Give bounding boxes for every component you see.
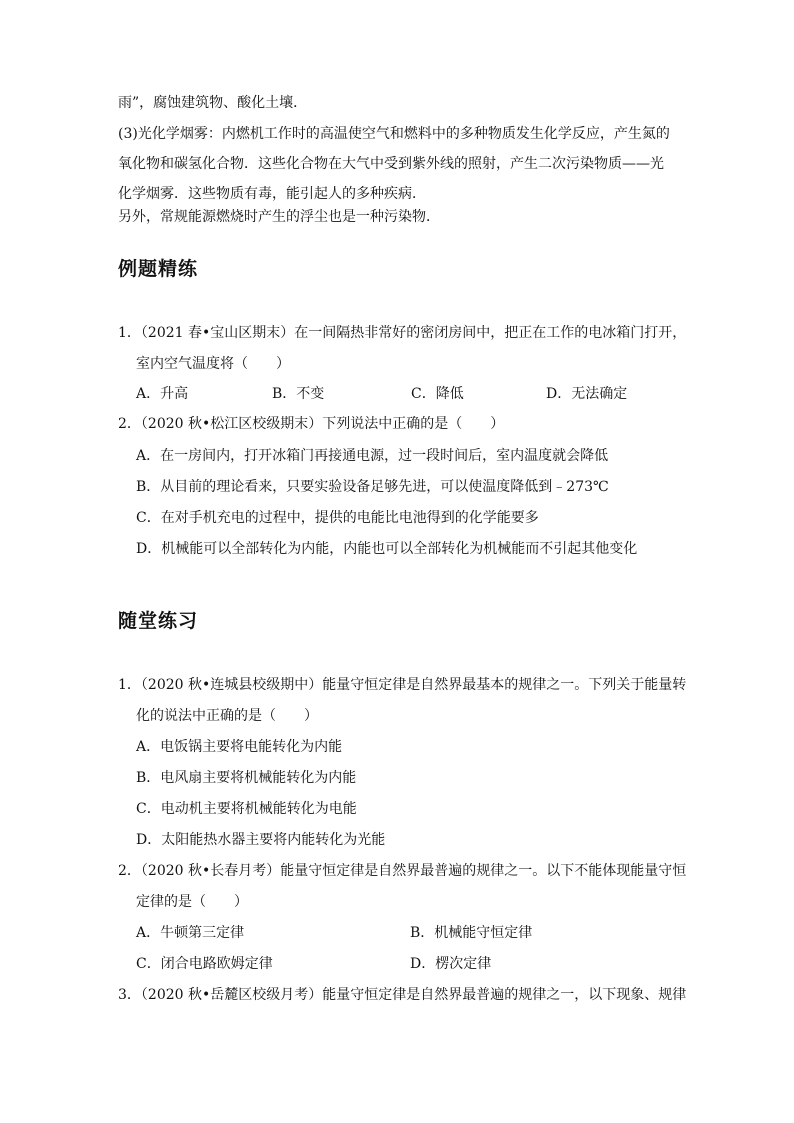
option-a: A．在一房间内，打开冰箱门再接通电源，过一段时间后，室内温度就会降低: [136, 448, 609, 464]
option-c: C．电动机主要将机械能转化为电能: [136, 801, 357, 817]
option-d: D．机械能可以全部转化为内能，内能也可以全部转化为机械能而不引起其他变化: [136, 541, 638, 557]
intro-line-3: 氧化物和碳氢化合物．这些化合物在大气中受到紫外线的照射，产生二次污染物质——光: [118, 156, 664, 172]
option-d: D．无法确定: [546, 386, 628, 402]
question-stem-line-1: 1．（2021 春•宝山区期末）在一间隔热非常好的密闭房间中，把正在工作的电冰箱门打开，: [118, 325, 687, 341]
question-stem-line-1: 3．（2020 秋•岳麓区校级月考）能量守恒定律是自然界最普遍的规律之一，以下现象、规律: [118, 987, 687, 1003]
option-a: A．电饭锅主要将电能转化为内能: [136, 739, 343, 755]
intro-line-4: 化学烟雾．这些物质有毒，能引起人的多种疾病．: [118, 186, 426, 202]
option-b: B．电风扇主要将机械能转化为内能: [136, 770, 357, 786]
option-c: C．在对手机充电的过程中，提供的电能比电池得到的化学能要多: [136, 510, 539, 526]
question-stem-line-1: 2．（2020 秋•长春月考）能量守恒定律是自然界最普遍的规律之一。以下不能体现能量守恒: [118, 863, 687, 879]
option-b: B．不变: [272, 386, 325, 402]
section-heading-practice: 随堂练习: [118, 610, 199, 632]
intro-line-1: 雨”，腐蚀建筑物、酸化土壤．: [118, 95, 308, 111]
option-a: A．升高: [136, 386, 189, 402]
section-heading-examples: 例题精练: [118, 258, 199, 280]
option-b: B．机械能守恒定律: [410, 925, 533, 941]
option-a: A．牛顿第三定律: [136, 925, 245, 941]
question-stem: 2．（2020 秋•松江区校级期末）下列说法中正确的是（ ）: [118, 416, 505, 432]
option-c: C．闭合电路欧姆定律: [136, 956, 273, 972]
option-b: B．从目前的理论看来，只要实验设备足够先进，可以使温度降低到﹣273℃: [136, 479, 609, 495]
intro-line-2: (3)光化学烟雾：内燃机工作时的高温使空气和燃料中的多种物质发生化学反应，产生氮的: [118, 126, 670, 142]
option-c: C．降低: [411, 386, 464, 402]
question-stem-line-2: 室内空气温度将（ ）: [136, 356, 290, 372]
intro-line-5: 另外，常规能源燃烧时产生的浮尘也是一种污染物．: [118, 209, 440, 225]
option-d: D．太阳能热水器主要将内能转化为光能: [136, 832, 386, 848]
option-d: D．楞次定律: [410, 956, 492, 972]
question-stem-line-1: 1．（2020 秋•连城县校级期中）能量守恒定律是自然界最基本的规律之一。下列关于能量转: [118, 677, 687, 693]
question-stem-line-2: 化的说法中正确的是（ ）: [136, 708, 318, 724]
question-stem-line-2: 定律的是（ ）: [136, 894, 248, 910]
